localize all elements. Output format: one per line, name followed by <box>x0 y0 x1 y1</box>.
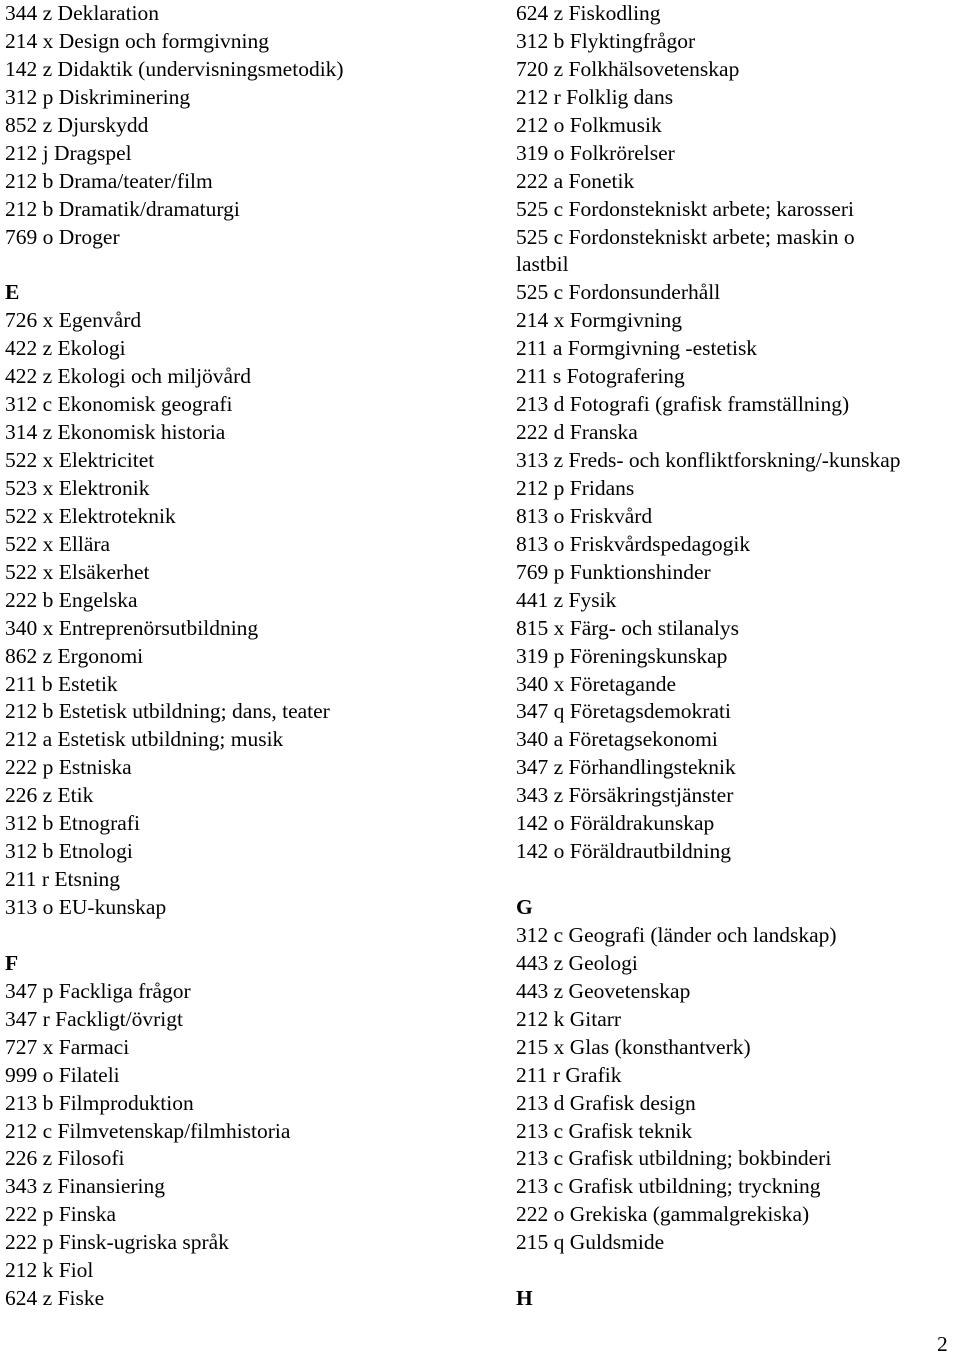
index-entry: 222 p Estniska <box>5 755 132 780</box>
index-column-left <box>5 0 495 1313</box>
index-entry: 624 z Fiske <box>5 1286 105 1311</box>
index-entry: 313 z Freds- och konfliktforskning/-kunskap <box>516 448 901 472</box>
index-entry: 624 z Fiskodling <box>516 1 661 25</box>
index-entry: 213 b Filmproduktion <box>5 1090 194 1115</box>
index-entry: 222 b Engelska <box>5 587 138 612</box>
index-entry: 312 b Etnografi <box>5 811 140 836</box>
index-entry: 213 c Grafisk utbildning; bokbinderi <box>516 1146 832 1171</box>
index-entry: 422 z Ekologi <box>5 336 126 361</box>
index-entry: 312 c Ekonomisk geografi <box>5 392 233 417</box>
index-entry: 314 z Ekonomisk historia <box>5 420 226 445</box>
index-entry: 212 o Folkmusik <box>516 112 662 137</box>
index-entry: 222 p Finsk-ugriska språk <box>5 1230 229 1255</box>
index-entry: 212 p Fridans <box>516 475 635 500</box>
index-entry: 222 o Grekiska (gammalgrekiska) <box>516 1202 810 1227</box>
index-entry: 211 s Fotografering <box>516 364 685 389</box>
blank-line <box>516 1257 956 1285</box>
index-entry: 525 c Fordonstekniskt arbete; karosseri <box>516 196 854 221</box>
index-entry: 214 x Formgivning <box>516 308 683 333</box>
index-entry: 211 b Estetik <box>5 671 118 696</box>
index-entry: 343 z Finansiering <box>5 1174 166 1199</box>
index-entry: 815 x Färg- och stilanalys <box>516 615 739 640</box>
index-entry: 226 z Filosofi <box>5 1146 125 1171</box>
index-entry: 212 b Dramatik/dramaturgi <box>5 196 240 221</box>
index-entry: 525 c Fordonstekniskt arbete; maskin o <box>516 224 855 249</box>
index-entry: 340 x Företagande <box>516 671 677 696</box>
index-entry: 312 p Diskriminering <box>5 84 191 109</box>
index-entry: 211 r Grafik <box>516 1062 622 1087</box>
index-entry: 343 z Försäkringstjänster <box>516 783 734 808</box>
index-entry: 443 z Geologi <box>516 950 638 975</box>
index-entry: 522 x Elektroteknik <box>5 503 176 528</box>
index-entry: 769 o Droger <box>5 224 120 249</box>
index-entry: 319 o Folkrörelser <box>516 140 675 165</box>
index-entry: 226 z Etik <box>5 783 94 808</box>
index-entry: 212 r Folklig dans <box>516 84 674 109</box>
index-entry: 212 k Fiol <box>5 1258 94 1283</box>
index-entry: 211 a Formgivning -estetisk <box>516 336 758 361</box>
index-entry: 522 x Ellära <box>5 531 111 556</box>
index-entry: 443 z Geovetenskap <box>516 978 691 1003</box>
index-entry: 347 q Företagsdemokrati <box>516 699 731 724</box>
index-entry: 212 c Filmvetenskap/filmhistoria <box>5 1118 291 1143</box>
index-entry: 347 p Fackliga frågor <box>5 978 191 1003</box>
index-entry: 522 x Elektricitet <box>5 448 155 472</box>
section-heading: E <box>5 280 20 305</box>
index-entry: 212 b Estetisk utbildning; dans, teater <box>5 699 330 724</box>
index-entry: 215 x Glas (konsthantverk) <box>516 1034 751 1059</box>
index-entry: 852 z Djurskydd <box>5 112 149 137</box>
index-entry: 213 d Grafisk design <box>516 1090 696 1115</box>
index-entry: 727 x Farmaci <box>5 1034 130 1059</box>
section-heading: H <box>516 1286 533 1311</box>
index-entry: 212 b Drama/teater/film <box>5 168 213 193</box>
index-entry: 347 z Förhandlingsteknik <box>516 755 736 780</box>
index-entry: 142 o Föräldrautbildning <box>516 839 731 864</box>
index-entry: 213 d Fotografi (grafisk framställning) <box>516 392 850 417</box>
index-entry: 215 q Guldsmide <box>516 1230 665 1255</box>
index-entry: 211 r Etsning <box>5 867 121 892</box>
section-heading: F <box>5 950 19 975</box>
index-column-right <box>516 0 956 1313</box>
index-entry: 142 o Föräldrakunskap <box>516 811 715 836</box>
index-entry: 319 p Föreningskunskap <box>516 643 728 668</box>
index-entry: 813 o Friskvård <box>516 503 653 528</box>
index-entry: 862 z Ergonomi <box>5 643 144 668</box>
index-entry: 720 z Folkhälsovetenskap <box>516 56 740 81</box>
index-entry: 523 x Elektronik <box>5 475 150 500</box>
blank-line <box>5 922 495 950</box>
index-entry: 441 z Fysik <box>516 587 617 612</box>
index-entry: 213 c Grafisk teknik <box>516 1118 693 1143</box>
index-entry: 212 k Gitarr <box>516 1006 622 1031</box>
section-heading: G <box>516 895 533 919</box>
index-entry: 212 a Estetisk utbildning; musik <box>5 727 284 752</box>
index-entry: 525 c Fordonsunderhåll <box>516 280 721 305</box>
index-entry: 222 p Finska <box>5 1202 117 1227</box>
index-entry-continuation: lastbil <box>516 252 569 277</box>
index-entry: 313 o EU-kunskap <box>5 895 167 919</box>
index-entry: 726 x Egenvård <box>5 308 142 333</box>
blank-line <box>5 251 495 279</box>
index-entry: 222 d Franska <box>516 420 638 445</box>
index-entry: 222 a Fonetik <box>516 168 635 193</box>
index-entry: 142 z Didaktik (undervisningsmetodik) <box>5 56 344 81</box>
index-entry: 312 b Etnologi <box>5 839 133 864</box>
index-entry: 813 o Friskvårdspedagogik <box>516 531 751 556</box>
blank-line <box>516 866 956 894</box>
index-entry: 312 b Flyktingfrågor <box>516 28 696 53</box>
index-entry: 214 x Design och formgivning <box>5 28 269 53</box>
index-entry: 344 z Deklaration <box>5 1 160 25</box>
index-entry: 769 p Funktionshinder <box>516 559 711 584</box>
index-entry: 312 c Geografi (länder och landskap) <box>516 922 837 947</box>
index-entry: 522 x Elsäkerhet <box>5 559 150 584</box>
page-number: 2 <box>937 1332 948 1356</box>
index-entry: 999 o Filateli <box>5 1062 120 1087</box>
index-entry: 422 z Ekologi och miljövård <box>5 364 252 389</box>
index-entry: 347 r Fackligt/övrigt <box>5 1006 183 1031</box>
index-entry: 212 j Dragspel <box>5 140 132 165</box>
index-entry: 340 a Företagsekonomi <box>516 727 718 752</box>
index-entry: 340 x Entreprenörsutbildning <box>5 615 259 640</box>
index-entry: 213 c Grafisk utbildning; tryckning <box>516 1174 821 1199</box>
